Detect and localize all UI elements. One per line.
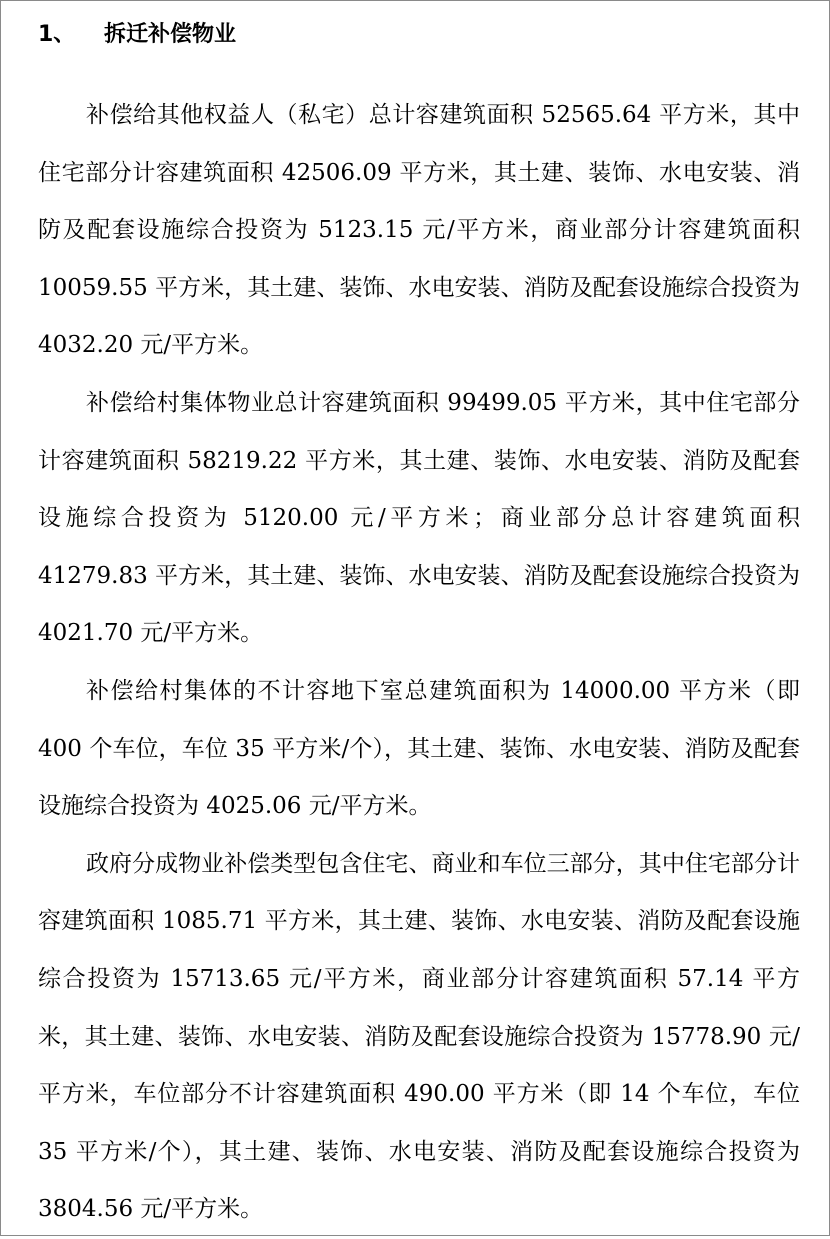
paragraph-private-compensation: 补偿给其他权益人（私宅）总计容建筑面积 52565.64 平方米，其中住宅部分计容建筑面积 42506.09 平方米，其土建、装饰、水电安装、消防及配套设施综合投资为 5123.15 元/平方米，商业部分计容建筑面积 10059.55 平方米，其土建、装饰、水电安装、消防及配套设施综合投资为 4032.20 元/平方米。 — [38, 102, 800, 359]
paragraph-village-basement: 补偿给村集体的不计容地下室总建筑面积为 14000.00 平方米（即 400 个车位，车位 35 平方米/个），其土建、装饰、水电安装、消防及配套设施综合投资为 4025.06 元/平方米。 — [38, 677, 800, 820]
document-body — [38, 87, 800, 1239]
section-title: 拆迁补偿物业 — [104, 22, 237, 47]
section-heading — [38, 15, 236, 55]
section-number: 1、 — [38, 22, 76, 47]
paragraph-village-collective-property: 补偿给村集体物业总计容建筑面积 99499.05 平方米，其中住宅部分计容建筑面积 58219.22 平方米，其土建、装饰、水电安装、消防及配套设施综合投资为 5120.00 元/平方米；商业部分总计容建筑面积 41279.83 平方米，其土建、装饰、水电安装、消防及配套设施综合投资为 4021.70 元/平方米。 — [38, 389, 800, 647]
paragraph-government-share-property: 政府分成物业补偿类型包含住宅、商业和车位三部分，其中住宅部分计容建筑面积 1085.71 平方米，其土建、装饰、水电安装、消防及配套设施综合投资为 15713.65 元/平方米，商业部分计容建筑面积 57.14 平方米，其土建、装饰、水电安装、消防及配套设施综合投资为 15778.90 元/平方米，车位部分不计容建筑面积 490.00 平方米（即 14 个车位，车位 35 平方米/个），其土建、装饰、水电安装、消防及配套设施综合投资为 3804.56 元/平方米。 — [38, 850, 800, 1223]
